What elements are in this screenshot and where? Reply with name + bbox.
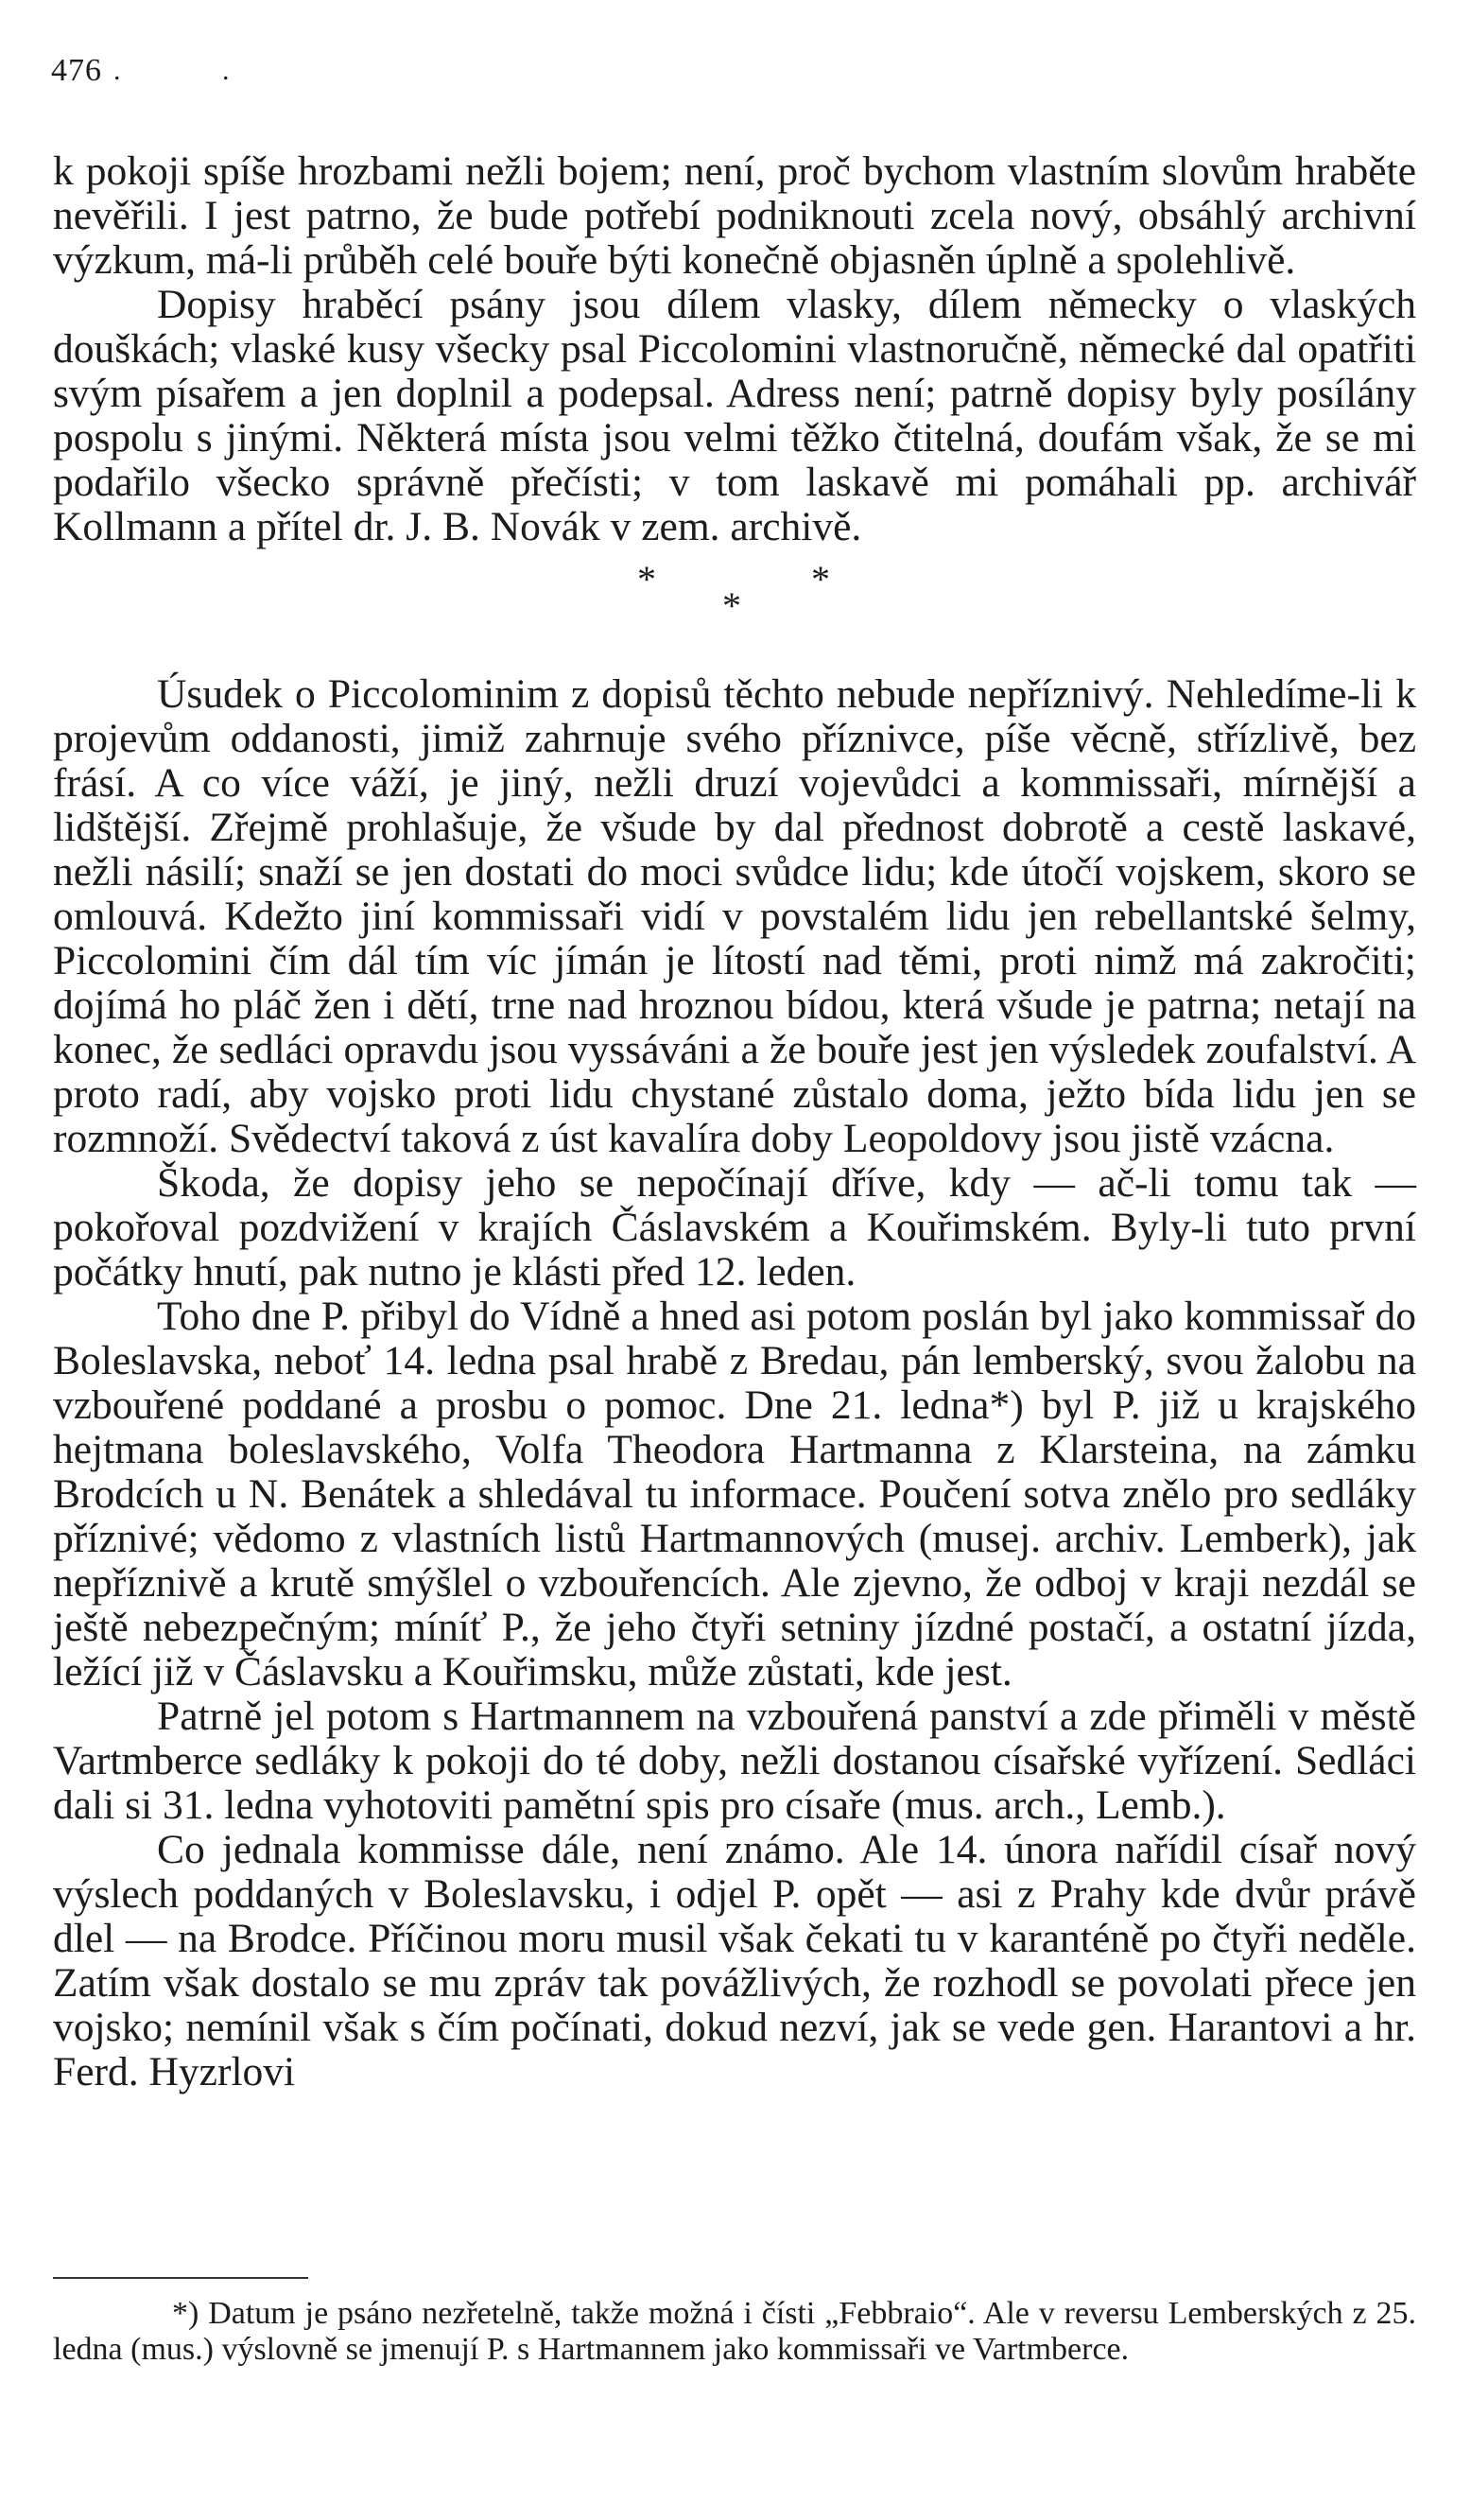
section-break	[53, 549, 1416, 672]
header-marks: . .	[113, 55, 277, 86]
paragraph: k pokoji spíše hrozbami nežli bojem; není, proč bychom vlastním slovům hraběte nevěřili. I jest patrno, že bude potřebí podniknouti zcela nový, obsáhlý archivní výzkum, má-li průběh celé bouře býti konečně objasněn úplně a spolehlivě.	[53, 148, 1416, 283]
paragraph: Patrně jel potom s Hartmannem na vzbouřená panství a zde přiměli v městě Vartmberce sedláky k pokoji do té doby, nežli dostanou císařské vyřízení. Sedláci dali si 31. ledna vyhotoviti pamětní spis pro císaře (mus. arch., Lemb.).	[53, 1694, 1416, 1828]
section-star: *	[811, 558, 830, 600]
paragraph: Dopisy hraběcí psány jsou dílem vlasky, dílem německy o vlaských douškách; vlaské kusy všecky psal Piccolomini vlastnoručně, německé dal opatřiti svým písařem a jen doplnil a podepsal. Adress není; patrně dopisy byly posílány pospolu s jinými. Některá místa jsou velmi těžko čtitelná, doufám však, že se mi podařilo všecko správně přečísti; v tom laskavě mi pomáhali pp. archivář Kollmann a přítel dr. J. B. Novák v zem. archivě.	[53, 282, 1416, 549]
paragraph: Co jednala kommisse dále, není známo. Ale 14. února nařídil císař nový výslech poddaných v Boleslavsku, i odjel P. opět — asi z Prahy kde dvůr právě dlel — na Brodce. Příčinou moru musil však čekati tu v karanténě po čtyři neděle. Zatím však dostalo se mu zpráv tak povážlivých, že rozhodl se povolati přece jen vojsko; nemínil však s čím počínati, dokud nezví, jak se vede gen. Harantovi a hr. Ferd. Hyzrlovi	[53, 1827, 1416, 2094]
page-number: 476	[51, 53, 102, 88]
footnote-rule	[53, 2277, 308, 2279]
main-text	[53, 149, 1416, 2094]
paragraph: Škoda, že dopisy jeho se nepočínají dříve, kdy — ač-li tomu tak — pokořoval pozdvižení v krajích Čáslavském a Kouřimském. Byly-li tuto první počátky hnutí, pak nutno je klásti před 12. leden.	[53, 1160, 1416, 1295]
section-star: *	[637, 558, 656, 600]
section-star: *	[722, 584, 741, 627]
paragraph: Úsudek o Piccolominim z dopisů těchto nebude nepříznivý. Nehledíme-li k projevům oddanosti, jimiž zahrnuje svého příznivce, píše věcně, střízlivě, bez frásí. A co více váží, je jiný, nežli druzí vojevůdci a kommissaři, mírnější a lidštější. Zřejmě prohlašuje, že všude by dal přednost dobrotě a cestě laskavé, nežli násilí; snaží se jen dostati do moci svůdce lidu; kde útočí vojskem, skoro se omlouvá. Kdežto jiní kommissaři vidí v povstalém lidu jen rebellantské šelmy, Piccolomini čím dál tím víc jímán je lítostí nad těmi, proti nimž má zakročiti; dojímá ho pláč žen i dětí, trne nad hroznou bídou, která všude je patrna; netají na konec, že sedláci opravdu jsou vyssáváni a že bouře jest jen výsledek zoufalství. A proto radí, aby vojsko proti lidu chystané zůstalo doma, ježto bída lidu jen se rozmnoží. Svědectví taková z úst kavalíra doby Leopoldovy jsou jistě vzácna.	[53, 671, 1416, 1161]
paragraph: Toho dne P. přibyl do Vídně a hned asi potom poslán byl jako kommissař do Boleslavska, neboť 14. ledna psal hrabě z Bredau, pán lemberský, svou žalobu na vzbouřené poddané a prosbu o pomoc. Dne 21. ledna*) byl P. již u krajského hejtmana boleslavského, Volfa Theodora Hartmanna z Klarsteina, na zámku Brodcích u N. Benátek a shledával tu informace. Poučení sotva znělo pro sedláky příznivé; vědomo z vlastních listů Hartmannových (musej. archiv. Lemberk), jak nepříznivě a krutě smýšlel o vzbouřencích. Ale zjevno, že odboj v kraji nezdál se ještě nebezpečným; míníť P., že jeho čtyři setniny jízdné postačí, a ostatní jízda, ležící již v Čáslavsku a Kouřimsku, může zůstati, kde jest.	[53, 1294, 1416, 1694]
footnote: *) Datum je psáno nezřetelně, takže možná i čísti „Febbraio“. Ale v reversu Lemberských z 25. ledna (mus.) výslovně se jmenují P. s Hartmannem jako kommissaři ve Vartmberce.	[53, 2296, 1416, 2367]
